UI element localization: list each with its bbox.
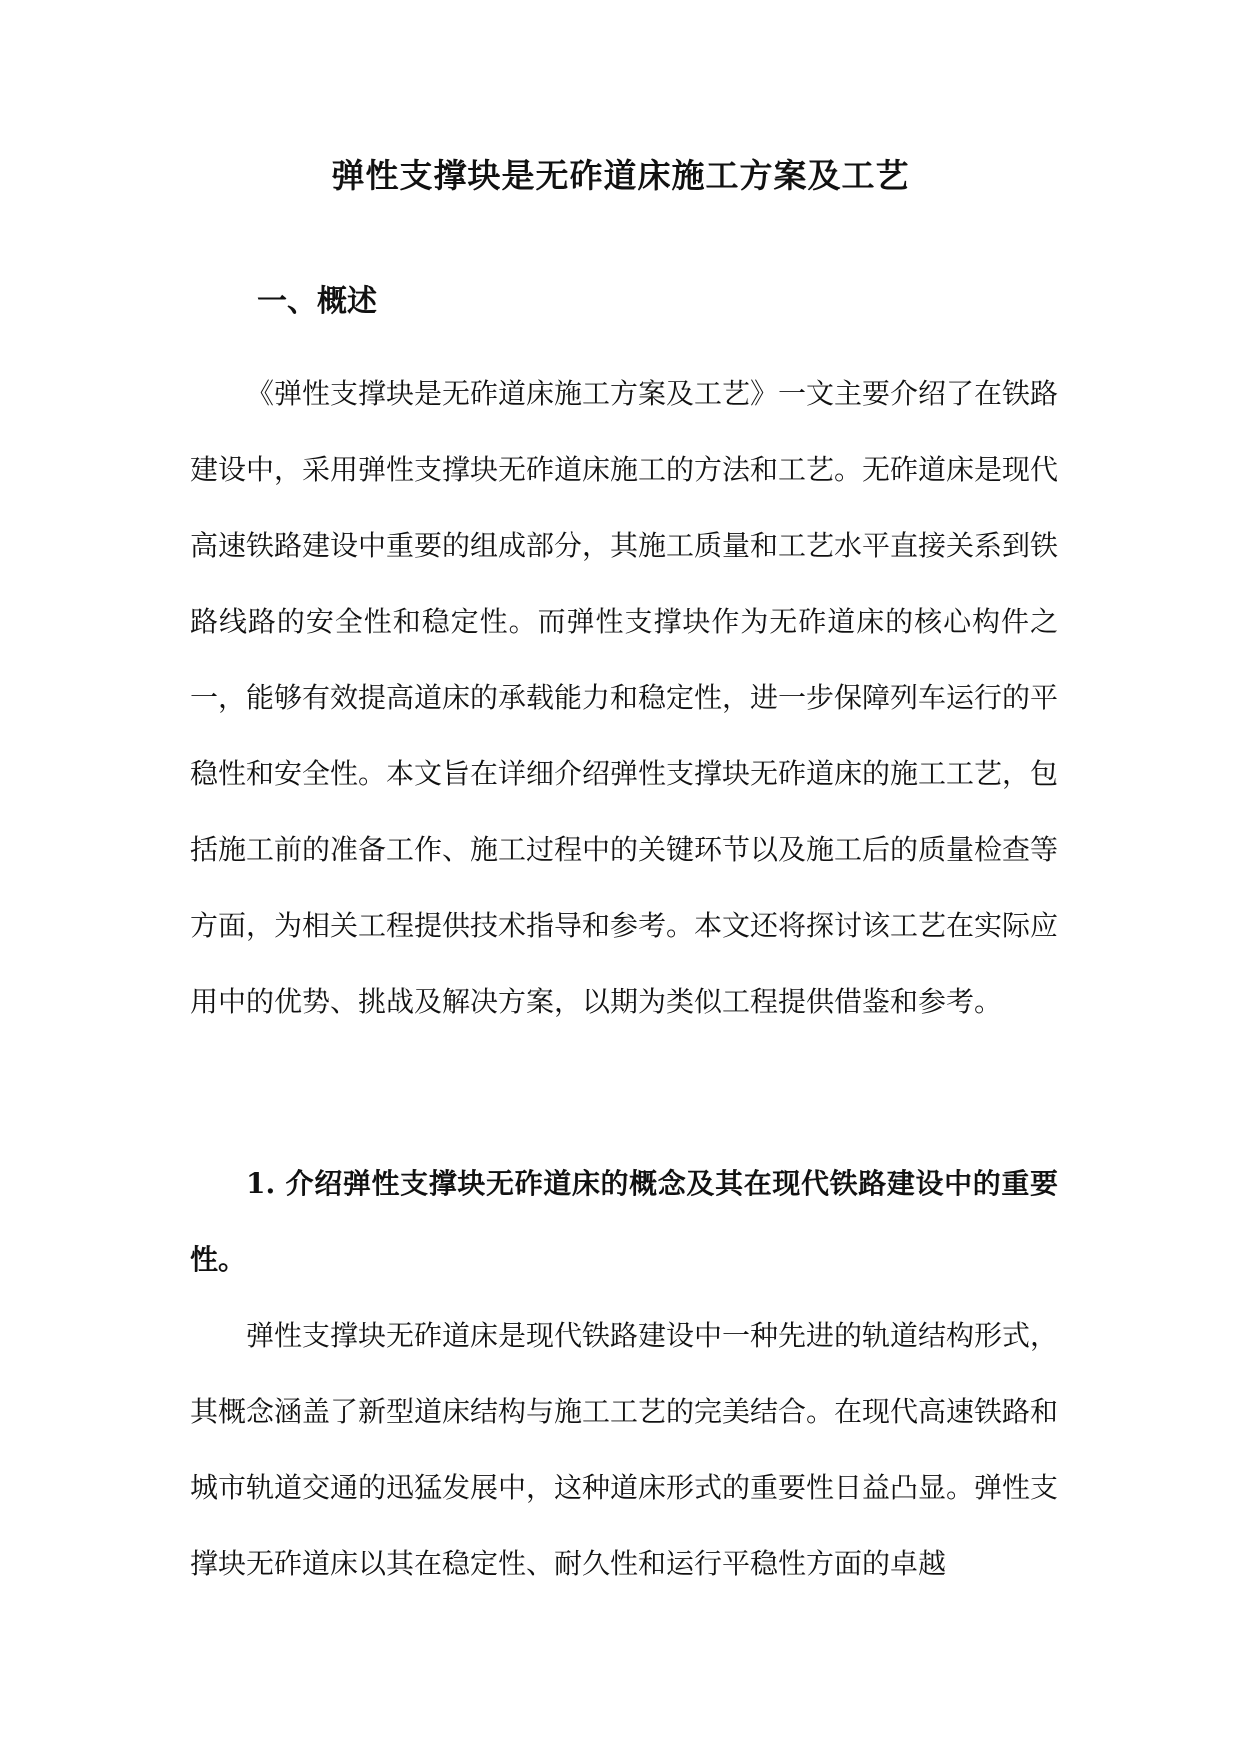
body-paragraph: 《弹性支撑块是无砟道床施工方案及工艺》一文主要介绍了在铁路建设中，采用弹性支撑块无砟道床施工的方法和工艺。无砟道床是现代高速铁路建设中重要的组成部分，其施工质量和工艺水平直接关系到铁路线路的安全性和稳定性。而弹性支撑块作为无砟道床的核心构件之一，能够有效提高道床的承载能力和稳定性，进一步保障列车运行的平稳性和安全性。本文旨在详细介绍弹性支撑块无砟道床的施工工艺，包括施工前的准备工作、施工过程中的关键环节以及施工后的质量检查等方面，为相关工程提供技术指导和参考。本文还将探讨该工艺在实际应用中的优势、挑战及解决方案，以期为类似工程提供借鉴和参考。 xyxy=(190,377,1059,1018)
section-heading: 一、概述 xyxy=(257,284,377,319)
body-paragraph: 弹性支撑块无砟道床是现代铁路建设中一种先进的轨道结构形式，其概念涵盖了新型道床结构与施工工艺的完美结合。在现代高速铁路和城市轨道交通的迅猛发展中，这种道床形式的重要性日益凸显。弹性支撑块无砟道床以其在稳定性、耐久性和运行平稳性方面的卓越 xyxy=(190,1319,1059,1580)
subsection-heading: 1. 介绍弹性支撑块无砟道床的概念及其在现代铁路建设中的重要性。 xyxy=(190,1167,1058,1276)
document-title: 弹性支撑块是无砟道床施工方案及工艺 xyxy=(331,156,910,195)
